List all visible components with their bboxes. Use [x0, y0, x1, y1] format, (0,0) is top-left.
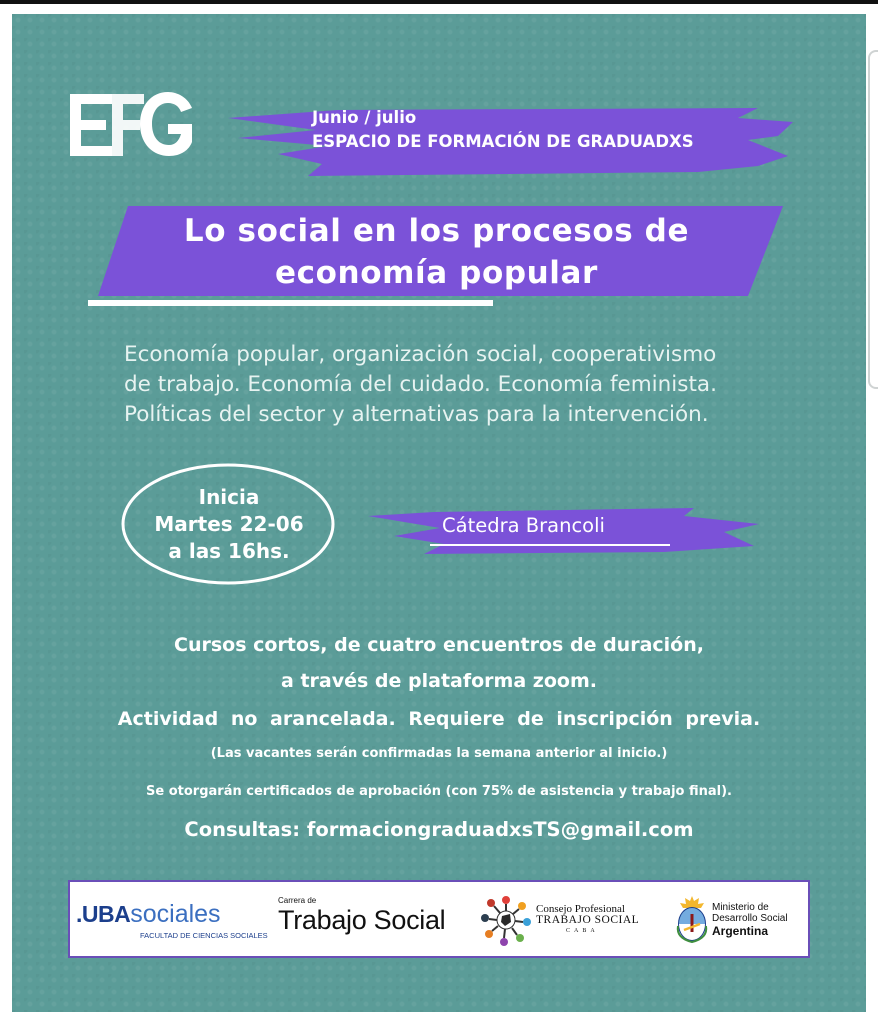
sponsor-footer [68, 880, 810, 958]
ts-logo-big: Trabajo Social [278, 905, 446, 935]
min-line2: Desarrollo Social [712, 913, 788, 924]
trabajo-social-logo [278, 896, 445, 935]
info-line-registration: Actividad no arancelada. Requiere de inscripción previa. [117, 708, 761, 730]
course-title-line2: economía popular [275, 255, 598, 291]
topics-line: de trabajo. Economía del cuidado. Economía feminista. [124, 372, 717, 397]
top-edge-bar [0, 0, 878, 4]
start-date: Martes 22-06 [154, 512, 304, 536]
topics-paragraph [124, 340, 824, 430]
catedra-underline [430, 544, 670, 546]
side-scroll-tab[interactable] [868, 50, 878, 389]
ts-logo-small: Carrera de [278, 896, 317, 905]
ministerio-text [712, 902, 788, 939]
uba-logo-subtitle: FACULTAD DE CIENCIAS SOCIALES [140, 931, 268, 940]
uba-logo-light: sociales [130, 900, 221, 928]
start-time: a las 16hs. [168, 539, 290, 563]
argentina-seal-icon [674, 894, 710, 944]
info-line-platform: a través de plataforma zoom. [281, 670, 597, 692]
efg-logo [68, 88, 208, 158]
min-line3: Argentina [712, 924, 769, 938]
start-label: Inicia [198, 485, 260, 509]
cp-line1: Consejo Profesional [536, 903, 625, 915]
uba-logo-bold: .UBA [76, 901, 131, 927]
cp-line3: CABA [566, 928, 599, 934]
consejo-profesional-text [536, 904, 639, 937]
info-line-certificates: Se otorgarán certificados de aprobación (con 75% de asistencia y trabajo final). [146, 784, 732, 799]
contact-email[interactable]: Consultas: formaciongraduadxsTS@gmail.com [184, 818, 694, 841]
info-line-duration: Cursos cortos, de cuatro encuentros de duración, [174, 634, 704, 656]
info-line-vacancies: (Las vacantes serán confirmadas la semana anterior al inicio.) [210, 746, 668, 761]
start-date-text [122, 484, 336, 565]
uba-sociales-logo [76, 900, 268, 940]
topics-line: Políticas del sector y alternativas para la intervención. [124, 402, 709, 427]
consejo-profesional-icon [478, 892, 534, 948]
course-title [88, 210, 785, 294]
catedra-label: Cátedra Brancoli [442, 514, 605, 537]
cp-line2: TRABAJO SOCIAL [536, 914, 640, 926]
topics-line: Economía popular, organización social, cooperativismo [124, 342, 717, 367]
header-text [312, 106, 694, 154]
header-date: Junio / julio [312, 108, 417, 127]
course-title-line1: Lo social en los procesos de [183, 213, 690, 249]
header-program: ESPACIO DE FORMACIÓN DE GRADUADXS [312, 132, 694, 151]
event-poster [12, 14, 866, 1012]
min-line1: Ministerio de [712, 902, 769, 913]
